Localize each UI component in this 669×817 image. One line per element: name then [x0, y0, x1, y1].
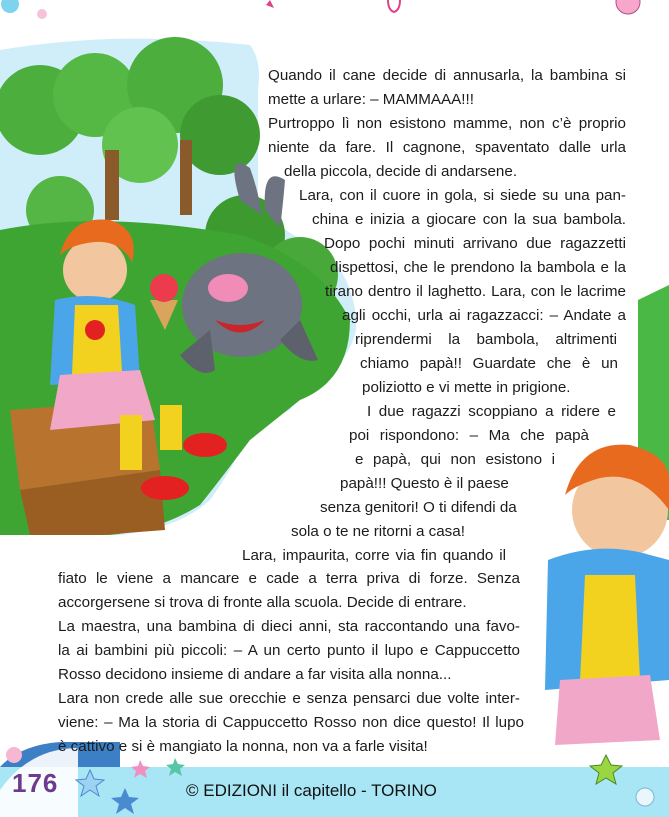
page-number: 176	[12, 768, 59, 798]
story-line: Lara, con il cuore in gola, si siede su una pan-	[299, 187, 626, 204]
story-line: riprendermi la bambola, altrimenti	[355, 331, 617, 348]
story-line: chiamo papà!! Guardate che è un	[360, 355, 618, 372]
story-line: senza genitori! O ti difendi da	[320, 499, 517, 516]
story-line: la ai bambini più piccoli: – A un certo punto il lupo e Cappuccetto	[58, 642, 520, 659]
story-line: della piccola, decide di andarsene.	[284, 163, 518, 180]
story-line: Dopo pochi minuti arrivano due ragazzetti	[324, 235, 626, 252]
story-line: agli occhi, urla ai ragazzacci: – Andate a	[342, 307, 626, 324]
story-line: Lara, impaurita, corre via fin quando il	[242, 547, 506, 564]
story-line: viene: – Ma la storia di Cappuccetto Rosso non dice questo! Il lupo	[58, 714, 524, 731]
story-line: fiato le viene a mancare e cade a terra priva di forze. Senza	[58, 570, 520, 587]
story-line: tirano dentro il laghetto. Lara, con le lacrime	[325, 283, 626, 300]
park-scene	[0, 37, 356, 535]
story-line: sola o te ne ritorni a casa!	[291, 523, 465, 540]
story-line: I due ragazzi scoppiano a ridere e	[367, 403, 616, 420]
story-line: è cattivo e si è mangiato la nonna, non va a farle visita!	[58, 738, 428, 755]
story-line: Lara non crede alle sue orecchie e senza pensarci due volte inter-	[58, 690, 520, 707]
publisher-credit: © EDIZIONI il capitello - TORINO	[186, 781, 437, 800]
story-line: Quando il cane decide di annusarla, la bambina si	[268, 67, 626, 84]
story-line: accorgersene si trova di fronte alla scuola. Decide di entrare.	[58, 594, 467, 611]
story-line: poliziotto e vi mette in prigione.	[362, 379, 571, 396]
story-line: poi rispondono: – Ma che papà	[349, 427, 589, 444]
story-line: papà!!! Questo è il paese	[340, 475, 509, 492]
story-line: Rosso decidono insieme di andare a far visita alla nonna...	[58, 666, 452, 683]
story-line: Purtroppo lì non esistono mamme, non c’è proprio	[268, 115, 626, 132]
story-line: dispettosi, che le prendono la bambola e la	[330, 259, 626, 276]
story-line: mette a urlare: – MAMMAAA!!!	[268, 91, 474, 108]
story-line: china e inizia a giocare con la sua bambola.	[312, 211, 626, 228]
story-line: e papà, qui non esistono i	[355, 451, 555, 468]
story-line: La maestra, una bambina di dieci anni, sta raccontando una favo-	[58, 618, 520, 635]
story-line: niente da fare. Il cagnone, spaventato dalle urla	[268, 139, 626, 156]
top-decoration	[1, 0, 640, 19]
